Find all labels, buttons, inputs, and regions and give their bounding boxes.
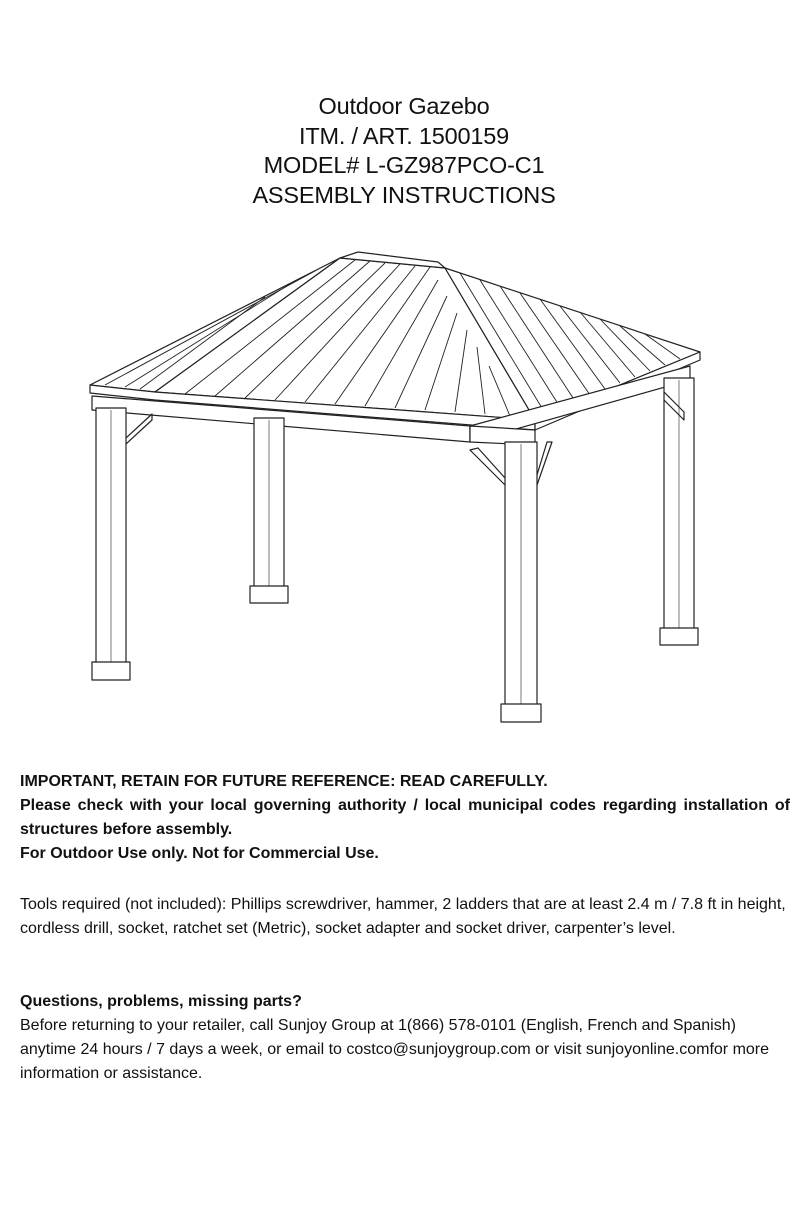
post-bases xyxy=(92,586,698,722)
title-item-number: ITM. / ART. 1500159 xyxy=(299,122,509,149)
title-product-name: Outdoor Gazebo xyxy=(318,93,490,119)
title-assembly-instructions: ASSEMBLY INSTRUCTIONS xyxy=(252,181,556,208)
tools-required-text: Tools required (not included): Phillips screwdriver, hammer, 2 ladders that are at least 2.4 m / 7.8 ft in height, cordless drill, socket, ratchet set (Metric), socket adapter and socket driver, carpenter’s level. xyxy=(20,896,786,937)
gazebo-illustration xyxy=(80,245,730,725)
questions-heading: Questions, problems, missing parts? xyxy=(20,993,302,1010)
notice-check-codes: Please check with your local governing authority / local municipal codes regarding installation of structures before assembly. xyxy=(20,797,790,838)
questions-contact-text: Before returning to your retailer, call Sunjoy Group at 1(866) 578-0101 (English, French and Spanish) anytime 24 hours / 7 days a week, or email to costco@sunjoygroup.com or visit sunjoyonline.comfor more information or assistance. xyxy=(20,1017,770,1082)
important-notice xyxy=(20,770,790,866)
questions-section xyxy=(20,990,790,1086)
document-title xyxy=(0,92,808,210)
tools-required-section xyxy=(20,893,790,941)
notice-outdoor-use: For Outdoor Use only. Not for Commercial Use. xyxy=(20,845,379,862)
title-model-number: MODEL# L-GZ987PCO-C1 xyxy=(263,152,545,178)
notice-important: IMPORTANT, RETAIN FOR FUTURE REFERENCE: READ CAREFULLY. xyxy=(20,773,548,790)
